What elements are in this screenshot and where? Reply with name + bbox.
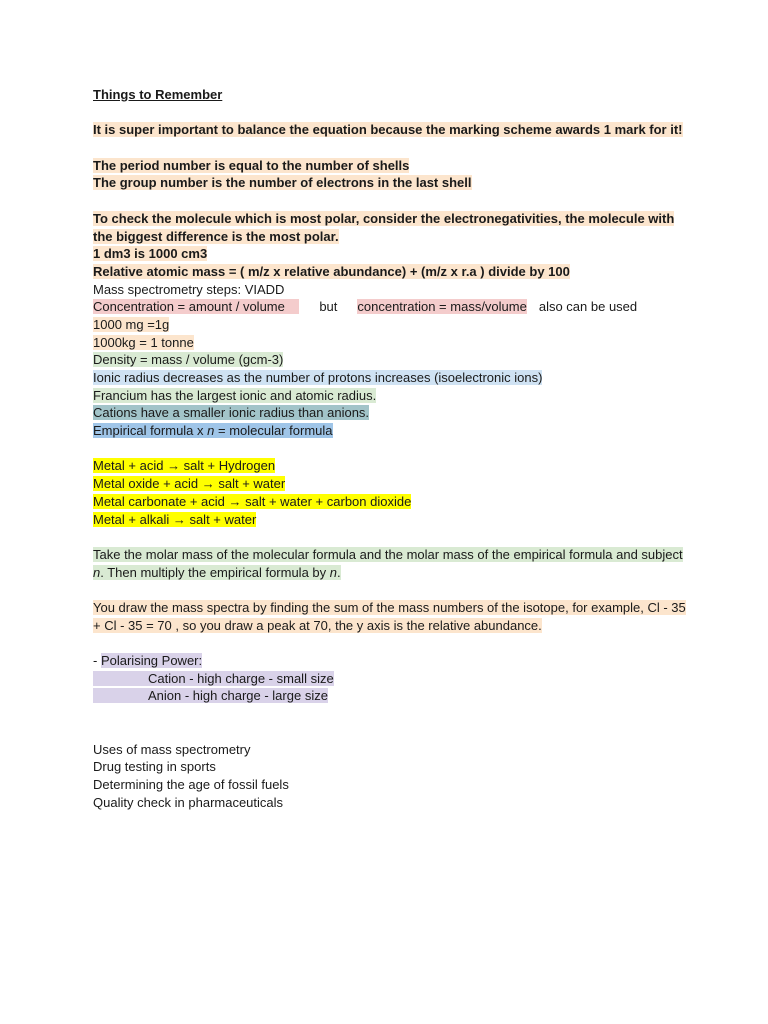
concentration-line bbox=[93, 298, 693, 316]
list-item: Drug testing in sports bbox=[93, 759, 216, 775]
kg-tonne-line: 1000kg = 1 tonne bbox=[93, 334, 194, 350]
balance-note: It is super important to balance the equation because the marking scheme awards 1 mark for it! bbox=[93, 122, 683, 138]
reaction-line: Metal + acid → salt + Hydrogen bbox=[93, 458, 276, 474]
cations-line: Cations have a smaller ionic radius than anions. bbox=[93, 405, 370, 421]
ionic-radius-line: Ionic radius decreases as the number of protons increases (isoelectronic ions) bbox=[93, 370, 543, 386]
empirical-line: Empirical formula x n = molecular formula bbox=[93, 423, 333, 439]
concentration-mass: concentration = mass/volume bbox=[357, 299, 527, 315]
mass-spectra-note: You draw the mass spectra by finding the sum of the mass numbers of the isotope, for example, Cl - 35 + Cl - 35 = 70 , so you draw a peak at 70, the y axis is the relative abundance. bbox=[93, 600, 686, 633]
list-item: Determining the age of fossil fuels bbox=[93, 776, 289, 792]
reaction-line: Metal + alkali → salt + water bbox=[93, 511, 257, 527]
group-note: The group number is the number of electrons in the last shell bbox=[93, 175, 472, 191]
ram-note: Relative atomic mass = ( m/z x relative abundance) + (m/z x r.a ) divide by 100 bbox=[93, 263, 570, 279]
density-line: Density = mass / volume (gcm-3) bbox=[93, 352, 284, 368]
polarising-title: - Polarising Power: bbox=[93, 653, 203, 669]
period-note: The period number is equal to the number of shells bbox=[93, 157, 410, 173]
concentration-amount: Concentration = amount / volume bbox=[93, 299, 299, 314]
dm3-note: 1 dm3 is 1000 cm3 bbox=[93, 246, 208, 262]
polar-note: To check the molecule which is most polar, consider the electronegativities, the molecule with the biggest difference is the most polar. bbox=[93, 210, 675, 244]
list-item: Quality check in pharmaceuticals bbox=[93, 794, 284, 810]
document-title: Things to Remember bbox=[93, 87, 223, 102]
mg-g-line: 1000 mg =1g bbox=[93, 316, 170, 332]
mass-spec-steps: Mass spectrometry steps: VIADD bbox=[93, 281, 285, 297]
molar-mass-note: Take the molar mass of the molecular formula and the molar mass of the empirical formula and subject n. Then multiply the empirical formula by n. bbox=[93, 546, 683, 580]
anion-line: Anion - high charge - large size bbox=[93, 687, 693, 705]
reaction-line: Metal carbonate + acid → salt + water + carbon dioxide bbox=[93, 493, 412, 509]
concentration-also: also can be used bbox=[538, 299, 638, 315]
cation-line: Cation - high charge - small size bbox=[93, 670, 693, 688]
francium-line: Francium has the largest ionic and atomic radius. bbox=[93, 387, 377, 403]
uses-title: Uses of mass spectrometry bbox=[93, 741, 251, 757]
concentration-but: but bbox=[319, 299, 338, 315]
reaction-line: Metal oxide + acid → salt + water bbox=[93, 476, 286, 492]
document-page bbox=[93, 86, 693, 811]
